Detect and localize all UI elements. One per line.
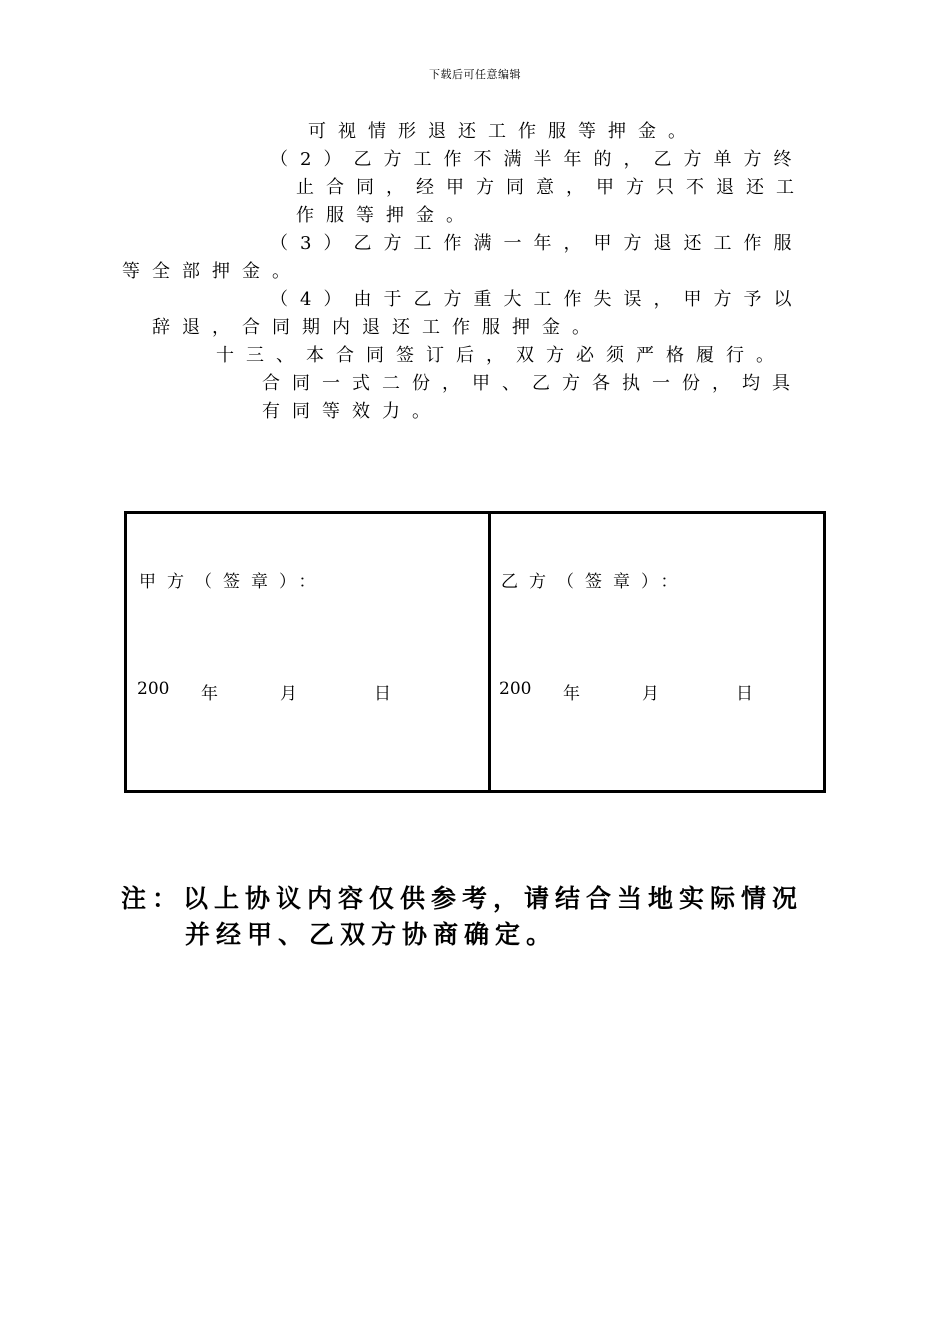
body-line: 十三、本合同签订后，双方必须严格履行。 — [216, 345, 786, 366]
party-a-label: 甲方（签章）： — [139, 572, 327, 592]
party-a-month-unit: 月 — [280, 684, 297, 704]
body-line: （3）乙方工作满一年，甲方退还工作服 — [270, 233, 804, 254]
body-line: 合同一式二份，甲、乙方各执一份，均具 — [262, 373, 802, 394]
party-b-year: 200 — [499, 679, 532, 699]
party-a-day-unit: 日 — [374, 684, 391, 704]
party-b-day-unit: 日 — [736, 684, 753, 704]
body-line: 有同等效力。 — [262, 401, 442, 422]
body-line: （4）由于乙方重大工作失误，甲方予以 — [270, 289, 804, 310]
page-header: 下载后可任意编辑 — [429, 68, 521, 81]
body-line: 等全部押金。 — [122, 261, 302, 282]
footnote-line-1: 注：以上协议内容仅供参考，请结合当地实际情况 — [121, 884, 804, 913]
body-line: 作服等押金。 — [296, 205, 476, 226]
body-line: （2）乙方工作不满半年的，乙方单方终 — [270, 149, 804, 170]
table-divider — [488, 514, 491, 790]
signature-table — [124, 511, 826, 793]
party-b-month-unit: 月 — [642, 684, 659, 704]
footnote-line-2: 并经甲、乙双方协商确定。 — [185, 920, 558, 949]
party-b-label: 乙方（签章）： — [501, 572, 689, 592]
party-a-year: 200 — [137, 679, 170, 699]
body-line: 止合同，经甲方同意，甲方只不退还工 — [296, 177, 806, 198]
party-a-year-unit: 年 — [201, 684, 218, 704]
party-b-year-unit: 年 — [563, 684, 580, 704]
body-line: 辞退，合同期内退还工作服押金。 — [152, 317, 602, 338]
body-line: 可视情形退还工作服等押金。 — [308, 121, 698, 142]
